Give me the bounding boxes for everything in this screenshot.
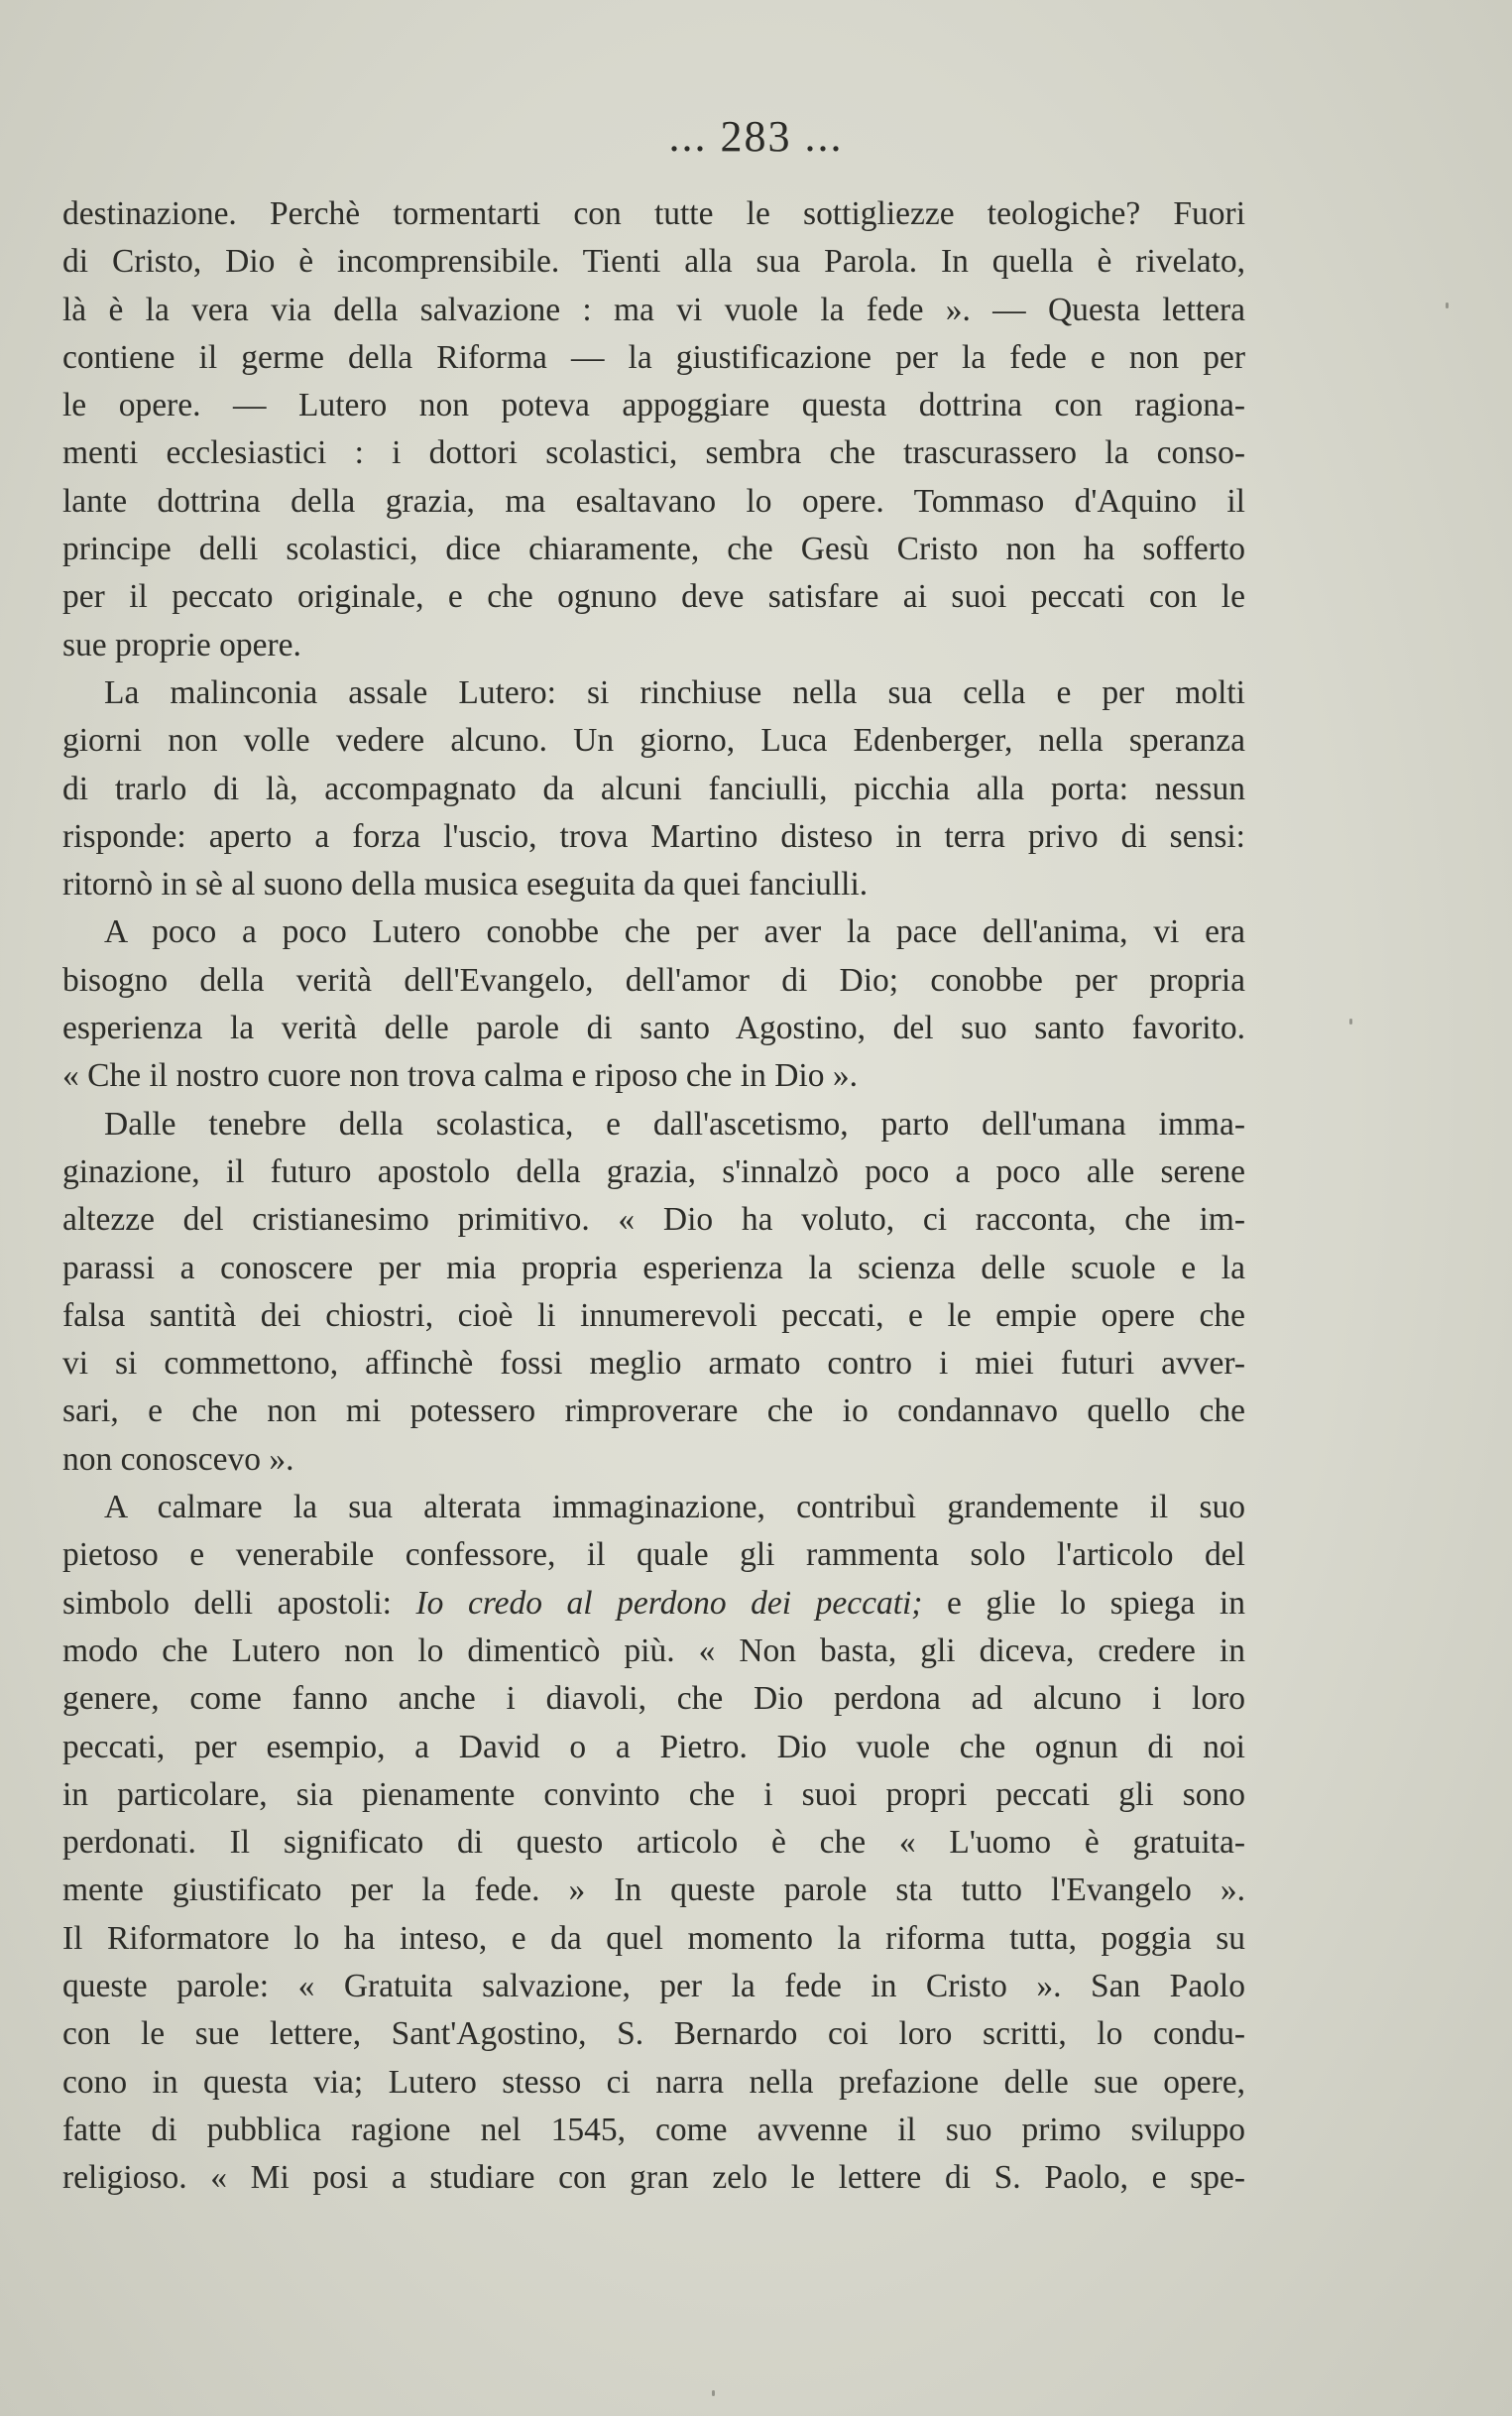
text-line: A poco a poco Lutero conobbe che per aver la pace dell'anima, vi era bbox=[104, 913, 1245, 951]
text-line: contiene il germe della Riforma — la giustificazione per la fede e non per bbox=[62, 338, 1245, 376]
text-line: con le sue lettere, Sant'Agostino, S. Bernardo coi loro scritti, lo condu- bbox=[62, 2015, 1245, 2053]
text-line: risponde: aperto a forza l'uscio, trova Martino disteso in terra privo di sensi: bbox=[62, 817, 1245, 855]
text-line: di Cristo, Dio è incomprensibile. Tienti alla sua Parola. In quella è rivelato, bbox=[62, 243, 1245, 281]
text-line: di trarlo di là, accompagnato da alcuni fanciulli, picchia alla porta: nessun bbox=[62, 770, 1245, 807]
text-line: perdonati. Il significato di questo articolo è che « L'uomo è gratuita- bbox=[62, 1824, 1245, 1862]
text-line: per il peccato originale, e che ognuno deve satisfare ai suoi peccati con le bbox=[62, 578, 1245, 616]
text-line: in particolare, sia pienamente convinto che i suoi propri peccati gli sono bbox=[62, 1775, 1245, 1813]
text-line: pietoso e venerabile confessore, il quale gli rammenta solo l'articolo del bbox=[62, 1536, 1245, 1574]
text-line: sari, e che non mi potessero rimproverare che io condannavo quello che bbox=[62, 1392, 1245, 1430]
text-line: A calmare la sua alterata immaginazione, contribuì grandemente il suo bbox=[104, 1489, 1245, 1526]
text-line: vi si commettono, affinchè fossi meglio armato contro i miei futuri avver- bbox=[62, 1345, 1245, 1383]
paragraph-2 bbox=[62, 669, 1245, 908]
text-line: destinazione. Perchè tormentarti con tutte le sottigliezze teologiche? Fuori bbox=[62, 195, 1245, 232]
text-line: La malinconia assale Lutero: si rinchiuse nella sua cella e per molti bbox=[104, 673, 1245, 711]
text-line: parassi a conoscere per mia propria esperienza la scienza delle scuole e la bbox=[62, 1249, 1245, 1286]
text-line: altezze del cristianesimo primitivo. « Dio ha voluto, ci racconta, che im- bbox=[62, 1201, 1245, 1239]
paragraph-4 bbox=[62, 1101, 1245, 1484]
text-line: sue proprie opere. bbox=[62, 626, 301, 664]
text-line: queste parole: « Gratuita salvazione, per la fede in Cristo ». San Paolo bbox=[62, 1967, 1245, 2004]
text-line: Dalle tenebre della scolastica, e dall'ascetismo, parto dell'umana imma- bbox=[104, 1105, 1245, 1143]
text-line: modo che Lutero non lo dimenticò più. « Non basta, gli diceva, credere in bbox=[62, 1631, 1245, 1669]
text-line: là è la vera via della salvazione : ma vi vuole la fede ». — Questa lettera bbox=[62, 291, 1245, 328]
text-line: ginazione, il futuro apostolo della grazia, s'innalzò poco a poco alle serene bbox=[62, 1152, 1245, 1190]
text-line: religioso. « Mi posi a studiare con gran zelo le lettere di S. Paolo, e spe- bbox=[62, 2159, 1245, 2197]
paper-speck bbox=[712, 2390, 715, 2396]
text-line: giorni non volle vedere alcuno. Un giorno, Luca Edenberger, nella speranza bbox=[62, 722, 1245, 760]
text-line: le opere. — Lutero non poteva appoggiare questa dottrina con ragiona- bbox=[62, 387, 1245, 424]
page-number: ... 283 ... bbox=[668, 112, 844, 161]
text-line: esperienza la verità delle parole di santo Agostino, del suo santo favorito. bbox=[62, 1010, 1245, 1047]
paper-speck bbox=[1349, 1019, 1352, 1025]
text-line: « Che il nostro cuore non trova calma e riposo che in Dio ». bbox=[62, 1057, 858, 1095]
text-line: non conoscevo ». bbox=[62, 1440, 294, 1478]
text-line: Il Riformatore lo ha inteso, e da quel momento la riforma tutta, poggia su bbox=[62, 1919, 1245, 1957]
text-segment: e glie lo spiega in bbox=[922, 1584, 1245, 1622]
italic-quote: Io credo al perdono dei peccati; bbox=[415, 1584, 923, 1622]
text-line: principe delli scolastici, dice chiaramente, che Gesù Cristo non ha sofferto bbox=[62, 531, 1245, 568]
paragraph-3 bbox=[62, 908, 1245, 1100]
text-line: peccati, per esempio, a David o a Pietro. Dio vuole che ognun di noi bbox=[62, 1728, 1245, 1765]
text-line: falsa santità dei chiostri, cioè li innumerevoli peccati, e le empie opere che bbox=[62, 1296, 1245, 1334]
text-line: ritornò in sè al suono della musica eseguita da quei fanciulli. bbox=[62, 866, 869, 904]
paragraph-1 bbox=[62, 190, 1245, 669]
text-line-with-italic bbox=[62, 1580, 1245, 1628]
text-line: genere, come fanno anche i diavoli, che Dio perdona ad alcuno i loro bbox=[62, 1680, 1245, 1718]
paper-speck bbox=[1446, 302, 1449, 308]
text-line: mente giustificato per la fede. » In queste parole sta tutto l'Evangelo ». bbox=[62, 1872, 1245, 1909]
text-line: lante dottrina della grazia, ma esaltavano lo opere. Tommaso d'Aquino il bbox=[62, 482, 1245, 520]
text-line: bisogno della verità dell'Evangelo, dell'amor di Dio; conobbe per propria bbox=[62, 961, 1245, 999]
body-text bbox=[62, 190, 1245, 2202]
text-line: cono in questa via; Lutero stesso ci narra nella prefazione delle sue opere, bbox=[62, 2063, 1245, 2101]
text-segment: simbolo delli apostoli: bbox=[62, 1584, 392, 1622]
text-line: menti ecclesiastici : i dottori scolastici, sembra che trascurassero la conso- bbox=[62, 434, 1245, 472]
text-line: fatte di pubblica ragione nel 1545, come avvenne il suo primo sviluppo bbox=[62, 2111, 1245, 2148]
paragraph-5 bbox=[62, 1484, 1245, 2202]
